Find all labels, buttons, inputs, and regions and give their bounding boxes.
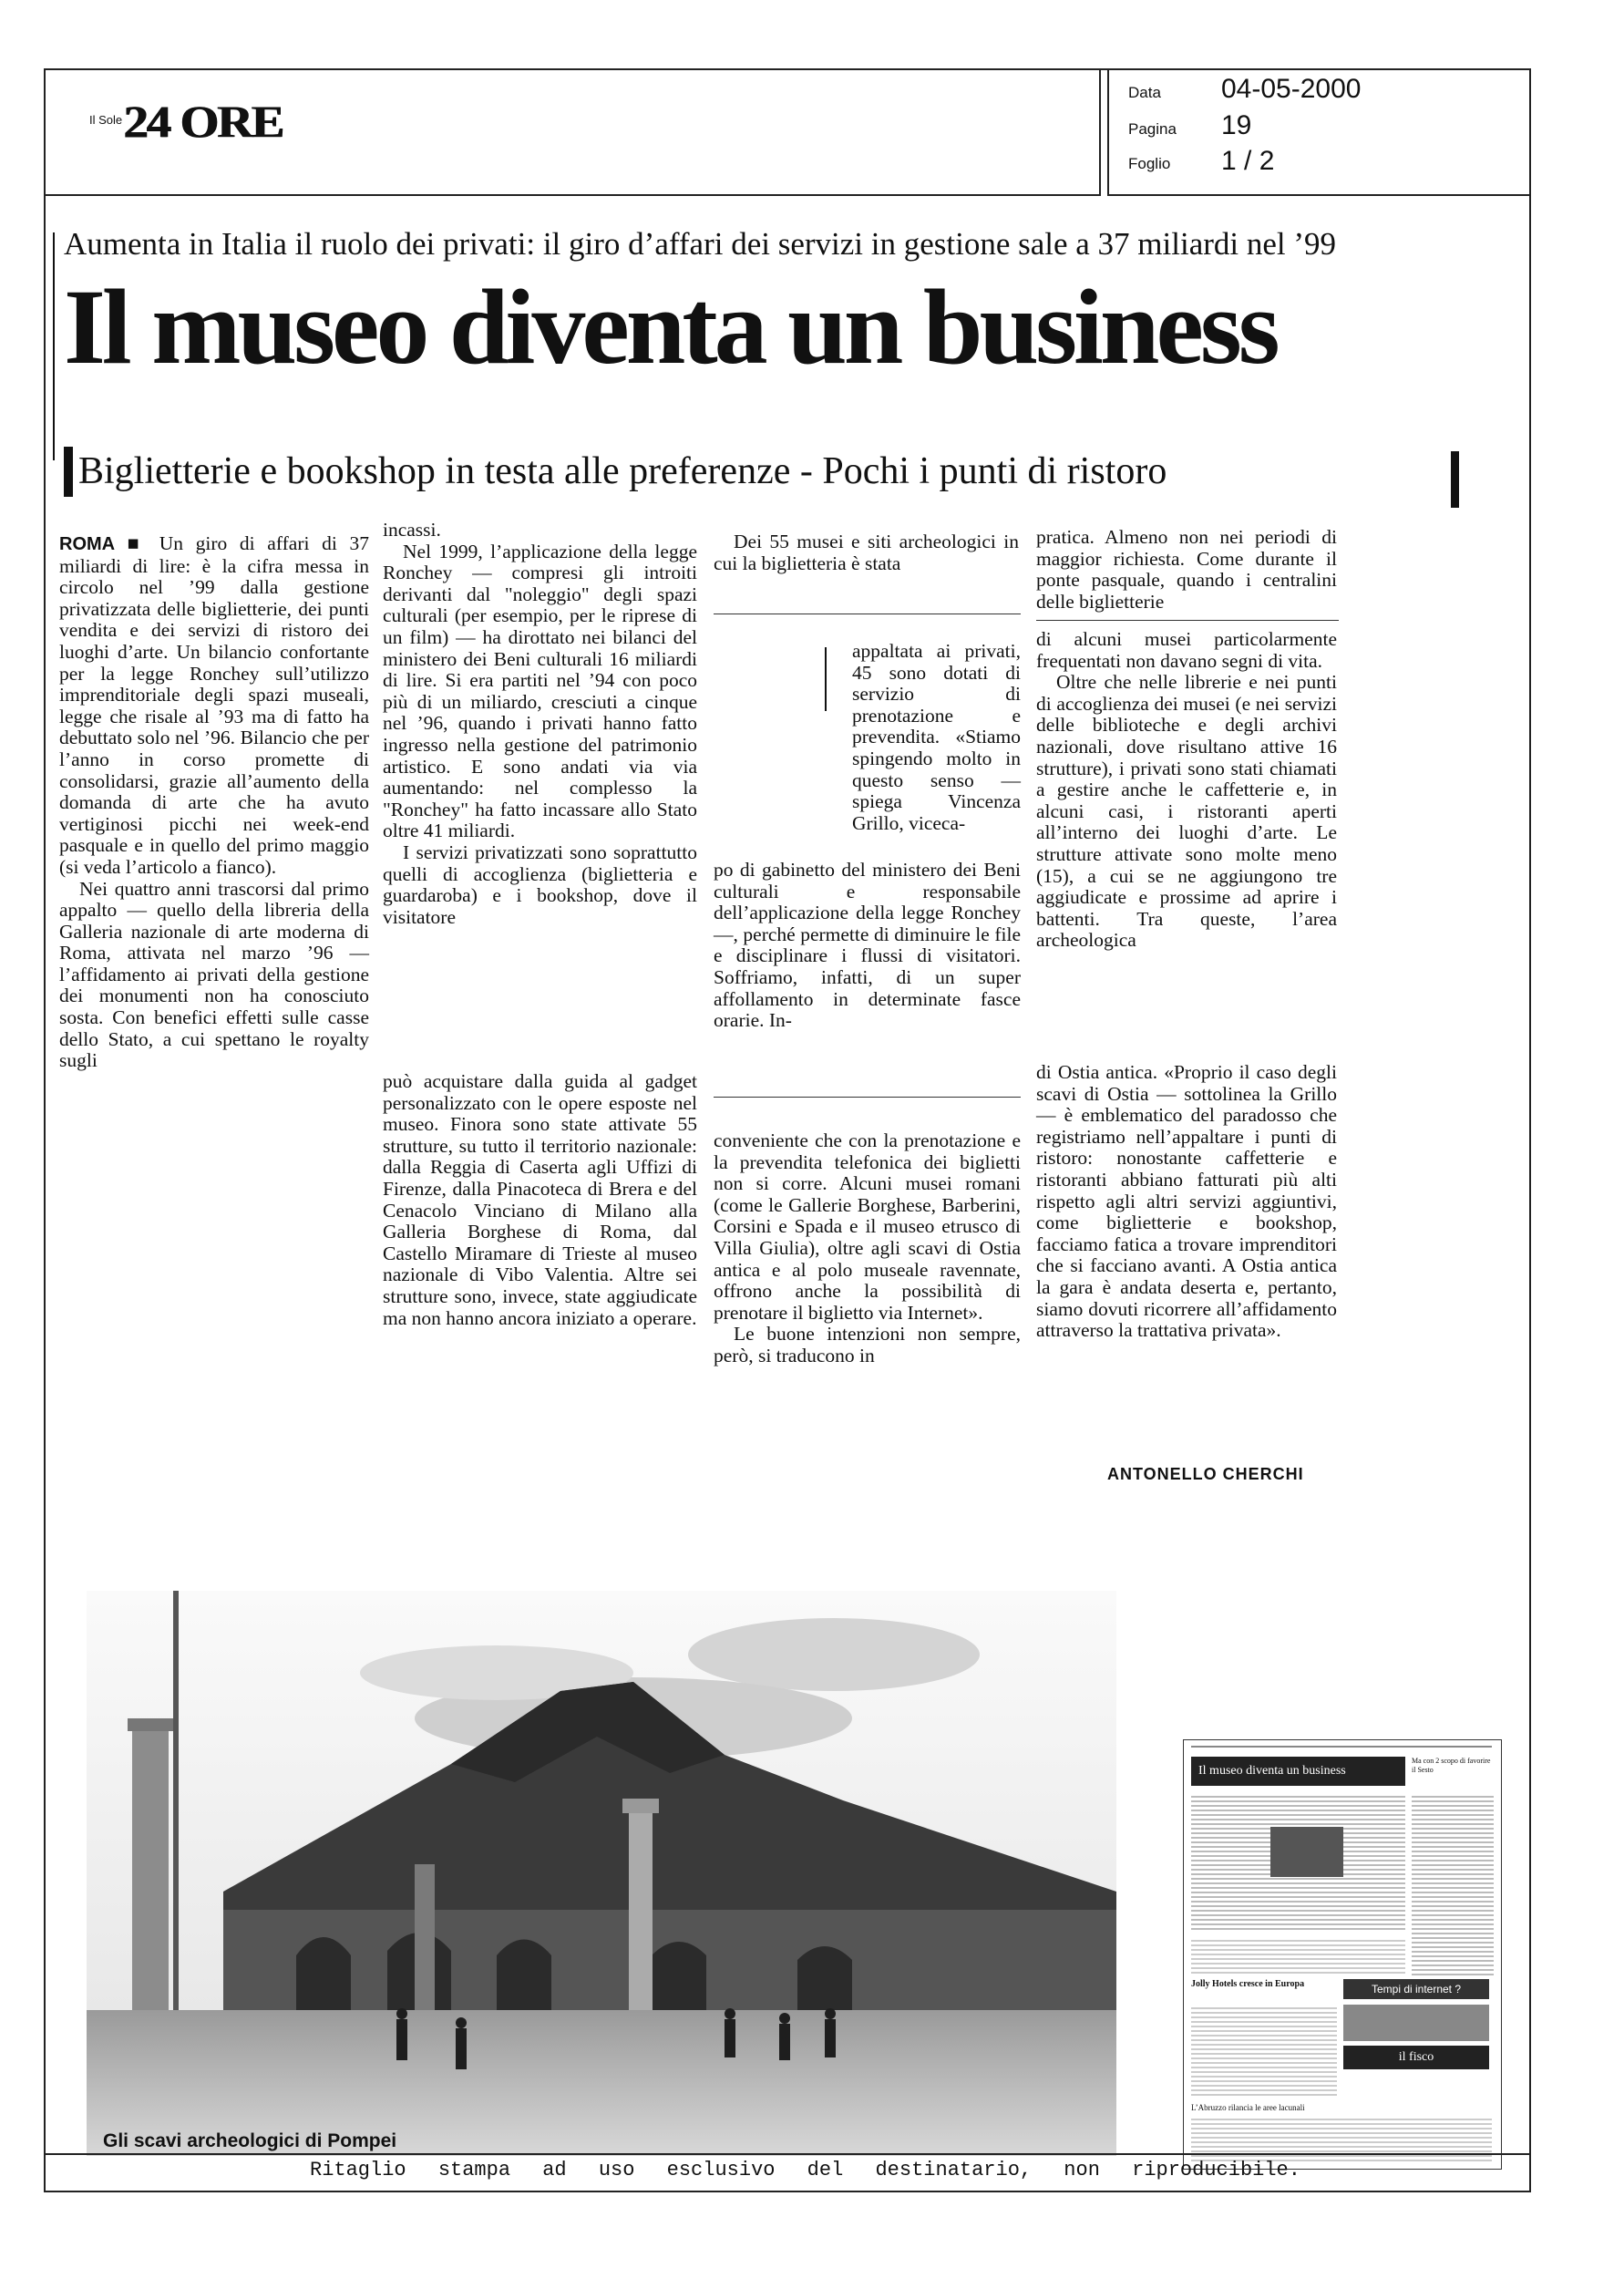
article-column-4-top — [1036, 527, 1337, 613]
col1-para-2: Nei quattro anni trascorsi dal primo appalto — quello della libreria della Galleria nazionale di arte moderna di Roma, attivata nel marzo ’96 — l’affidamento ai privati della gestione dei monumenti non ha conosciuto sosta. Con benefici effetti sulle casse dello Stato, a cui spettano le royalty sugli — [59, 877, 369, 1072]
thumb-abruzzo: L’Abruzzo rilancia le aree lacunali — [1191, 2103, 1305, 2112]
subhead-bar-left — [64, 447, 73, 497]
thumb-photo — [1270, 1827, 1343, 1877]
thumb-headline: Il museo diventa un business — [1191, 1757, 1405, 1786]
inset-bar — [825, 647, 827, 711]
col4-para-4: di Ostia antica. «Proprio il caso degli scavi di Ostia — sottolinea la Grillo — è emblematico del paradosso che registriamo nell’appaltare i punti di ristoro: nonostante caffetterie e ristoranti abbiano fatturati più alti rispetto agli altri servizi aggiuntivi, come biglietterie e bookshop, facciamo fatica a trovare imprenditori che si facciano avanti. A Ostia antica la gara è andata deserta e, pertanto, siamo dovuti ricorrere all’affidamento attraverso la trattativa privata». — [1036, 1061, 1337, 1342]
col1-para-1: Un giro di affari di 37 miliardi di lire: è la cifra messa in circolo nel ’99 dalla gestione privatizzata delle biglietterie, dei punti vendita e dei servizi di ristoro dei luoghi d’arte. Un bilancio confortante per la legge Ronchey sull’utilizzo imprenditoriale degli spazi museali, legge che risale al ’93 ma di fatto ha debuttato solo nel ’96. Bilancio che per l’anno in corso promette di consolidarsi, grazie all’aumento della domanda di arte che ha avuto vertiginosi picchi nei week-end pasquale e in quello del primo maggio (si veda l’articolo a fianco). — [59, 532, 369, 878]
article-column-4-mid — [1036, 629, 1337, 952]
article-column-4-bottom — [1036, 1062, 1337, 1342]
data-label: Data — [1128, 84, 1161, 101]
col2-para-2: Nel 1999, l’applicazione della legge Ronchey — compresi gli introiti derivanti dal "noleggio" degli spazi culturali (per esempio, per le riprese di un film) — ha dirottato nei bilanci del ministero dei Beni culturali 16 miliardi di lire. Si era partiti nel ’94 con poco più di un miliardo, cresciuti a cinque nel ’96, quando i privati hanno fatto ingresso nella gestione del patrimonio artistico. E sono andati via via aumentando: nel complesso la "Ronchey" ha fatto incassare allo Stato oltre 41 miliardi. — [383, 540, 697, 842]
col4-rule-top — [1036, 620, 1339, 621]
thumb-text-block-3 — [1191, 2005, 1337, 2096]
col3-inset-text: appaltata ai privati, 45 sono dotati di servizio di prenotazione e prevendita. «Stiamo spingendo molto in questo senso — spiega Vincenza Grillo, viceca- — [852, 640, 1021, 834]
newspaper-logo: 24 ORE — [123, 96, 283, 147]
foglio-label: Foglio — [1128, 155, 1171, 172]
thumb-side-column — [1412, 1793, 1494, 1975]
article-column-3-inset — [852, 641, 1021, 834]
kicker: Aumenta in Italia il ruolo dei privati: il giro d’affari dei servizi in gestione sale a 37 miliardi nel ’99 — [64, 226, 1337, 262]
byline: ANTONELLO CHERCHI — [1107, 1465, 1304, 1483]
col4-para-3: Oltre che nelle librerie e nei punti di accoglienza dei musei (e nei servizi delle biblioteche e degli archivi nazionali, dove risultano attive 16 strutture), i privati sono stati chiamati a gestire anche le caffetterie e, in alcuni casi, i ristoranti aperti all’interno dei luoghi d’arte. Le strutture attivate sono molte meno (15), a cui se ne aggiungono tre aggiudicate e prossime ad aprire i battenti. Tra queste, l’area archeologica — [1036, 671, 1337, 952]
thumb-top-rule — [1191, 1746, 1492, 1748]
data-value: 04-05-2000 — [1221, 74, 1362, 104]
footer-text: Ritaglio stampa ad uso esclusivo del destinatario, non riproducibile. — [310, 2159, 1300, 2181]
dateline: ROMA — [59, 534, 116, 554]
thumb-fisco: il fisco — [1343, 2046, 1489, 2069]
pagina-label: Pagina — [1128, 120, 1177, 138]
thumb-internet-box: Tempi di internet ? — [1343, 1979, 1489, 1999]
thumb-hotels-title: Jolly Hotels cresce in Europa — [1191, 1979, 1305, 1989]
photo-caption: Gli scavi archeologici di Pompei — [103, 2130, 397, 2151]
article-column-3-mid — [714, 860, 1021, 1032]
subhead-bar-right — [1451, 451, 1459, 508]
col3-para-3: conveniente che con la prenotazione e la prevendita telefonica dei biglietti non si corre. Alcuni musei romani (come le Gallerie Borghese, Barberini, Corsini e Spada e il museo etrusco di Villa Giulia), oltre agli scavi di Ostia antica e al polo museale ravennate, offrono anche la possibilità di prenotare il biglietto via Internet». — [714, 1129, 1021, 1324]
col3-para-2: po di gabinetto del ministero dei Beni culturali e responsabile dell’applicazione della legge Ronchey —, perché permette di diminuire le file e disciplinare i flussi di visitatori. Soffriamo, infatti, di un super affollamento in determinate fasce orarie. In- — [714, 859, 1021, 1032]
article-column-1: ROMA ■ Un giro di affari di 37 miliardi di lire: è la cifra messa in circolo nel ’99 dalla gestione privatizzata delle biglietterie, dei punti vendita e dei servizi di ristoro dei luoghi d’arte. Un bilancio confortante per la legge Ronchey sull’utilizzo imprenditoriale degli spazi museali, legge che risale al ’93 ma di fatto ha debuttato solo nel ’96. Bilancio che per l’anno in corso promette di consolidarsi, grazie all’aumento della domanda di arte che ha avuto vertiginosi picchi nei week-end pasquale e in quello del primo maggio (si veda l’articolo a fianco). Nei quattro anni trascorsi dal primo appalto — quello della libreria della Galleria nazionale di arte moderna di Roma, attivata nel marzo ’96 — l’affidamento ai privati della gestione dei monumenti non ha conosciuto sosta. Con benefici effetti sulle casse dello Stato, a cui spettano le royalty sugli — [59, 532, 369, 1072]
thumb-text-block-2 — [1191, 1937, 1405, 1974]
col2-para-3: I servizi privatizzati sono soprattutto quelli di accoglienza (biglietteria e guardaroba) e i bookshop, dove il visitatore — [383, 840, 697, 928]
subhead: Biglietterie e bookshop in testa alle preferenze - Pochi i punti di ristoro — [78, 450, 1167, 492]
col2-para-1: incassi. — [383, 519, 441, 541]
col4-para-2: di alcuni musei particolarmente frequentati non davano segni di vita. — [1036, 628, 1337, 672]
col3-rule-mid — [714, 1097, 1021, 1098]
foglio-value: 1 / 2 — [1221, 146, 1275, 176]
article-column-2-bottom — [383, 1071, 697, 1329]
page-thumbnail — [1183, 1739, 1502, 2170]
col2-para-4: può acquistare dalla guida al gadget personalizzato con le opere esposte nel museo. Finora sono state attivate 55 strutture, su tutto il territorio nazionale: dalla Reggia di Caserta agli Uffizi di Firenze, dalla Pinacoteca di Brera e del Cenacolo Vinciano di Milano alla Galleria Borghese di Roma, dal Castello Miramare di Trieste al museo nazionale di Vibo Valentia. Altre sei strutture sono, invece, state aggiudicate ma non hanno ancora iniziato a operare. — [383, 1070, 697, 1329]
article-column-2-top — [383, 520, 697, 928]
article-column-3-top — [714, 531, 1019, 574]
article-column-3-bottom — [714, 1130, 1021, 1367]
col4-para-1: pratica. Almeno non nei periodi di maggior richiesta. Come durante il ponte pasquale, quando i centralini delle biglietterie — [1036, 526, 1337, 613]
col3-para-1: Dei 55 musei e siti archeologici in cui la biglietteria è stata — [714, 531, 1019, 574]
thumb-internet-image — [1343, 2005, 1489, 2041]
pagina-value: 19 — [1221, 110, 1252, 140]
pompeii-photo-graphic — [87, 1591, 1116, 2156]
col3-para-4: Le buone intenzioni non sempre, però, si traducono in — [714, 1323, 1021, 1366]
left-margin-line — [53, 232, 55, 460]
logo-small-text: Il Sole — [89, 113, 123, 127]
pompeii-photo — [87, 1591, 1116, 2156]
thumb-side-text: Ma con 2 scopo di favorire il Sesto — [1412, 1757, 1491, 1774]
headline: Il museo diventa un business — [64, 267, 1277, 387]
